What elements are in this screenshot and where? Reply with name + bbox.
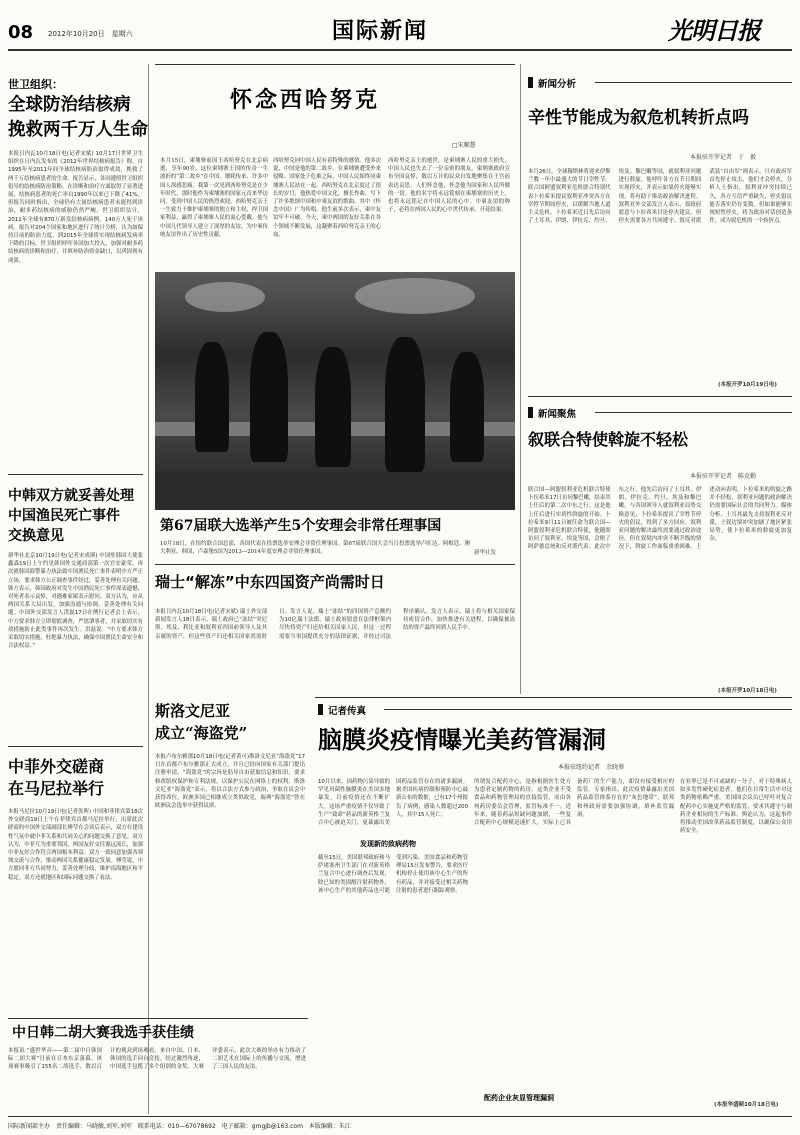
news-focus-byline: 本报驻开罗记者 陈克勤 [690,473,757,480]
article-body: 本报马尼拉10月19日电(记者张晖) 中国和菲律宾第18次外交磋商19日上午在菲律宾首都马尼拉举行。出席此次磋商的中国外交部副部长傅莹在会谈后表示，双方在建设性气氛中就中菲关系和共同关心的问题交换了意见。双方认为，中菲互为重要邻国，两国友好交往源远流长，加强中菲友好合作符合两国根本利益。双方一致同意加强各领域交流与合作，推动两国关系健康稳定发展。傅莹说，中方愿同菲方共同努力，妥善处理分歧，维护南海地区和平稳定。双方还就地区和国际问题交换了看法。 [8,809,143,881]
commentary-headline: 怀念西哈努克 [230,87,381,113]
reporter-body-col1: 10月以来，因药物污染导致的罕见真菌性脑膜炎在美国多地暴发，目前疫情还在不断扩大。这场严重疫情不仅导致了生产“致命”药品的新英格兰复合中心被迫关门，更暴露出美国药品监管存在的诸多漏洞。据美国疾病控制和预防中心最新公布的数据，已有17个州报告了病例，感染人数超过200人，其中15人死亡。 [318,779,468,827]
photo-desk [155,472,515,510]
section-title: 国际新闻 [332,19,429,44]
news-analysis-headline: 辛性节能成为叙危机转折点吗 [528,108,749,128]
reporter-body-col3: 所谓复合配药中心，是指根据医生处方为患者定制药物的药房。这类企业不受食品和药物管理局的直接监管，而由各州药房委员会管理，监管标准不一。近年来，随着药品短缺问题加剧，一些复合配药中心规模迅速扩大，实际上已具备药厂的生产能力，却没有接受相应的监管。专家指出，此次疫情暴露出美国药品监管体系存在的“灰色地带”，联邦和州政府需要加强协调，填补监管漏洞。 [474,779,674,827]
article-headline: 斯洛文尼亚 [155,702,231,720]
erhu-headline: 中日韩二胡大赛我选手获佳绩 [12,1025,194,1041]
reporter-headline: 脑膜炎疫情曝光美药管漏洞 [318,726,606,754]
reporter-subhead: 发现新的致病药物 [360,840,416,848]
photo-figure [250,332,288,462]
un-assembly-photo [155,272,515,510]
article-headline: 中菲外交磋商 [8,757,105,776]
article-china-philippines [8,758,143,1008]
reporter-subhead: 配药企业灰显管理漏洞 [484,1094,554,1102]
page-number: 08 [8,22,34,43]
article-body: 本报卢布尔雅那10月18日电(记者黄可)斯洛文尼亚“海盗党”17日在首都卢布尔雅那正式成立，并且已经向国家有关部门提出注册申请。“海盗党”的宗旨是倡导自由获取信息和知识，要求修改版权保护和专利法规，以保护公民在网络上的权利。斯洛文尼亚“海盗党”表示，将以合法方式参与政治，争取在议会中获得席位。欧洲多国已相继成立类似政党，瑞典“海盗党”曾在欧洲议会选举中获得议席。 [155,754,305,810]
article-headline: 中国渔民死亡事件 [8,508,120,524]
photo-caption-headline: 第67届联大选举产生5个安理会非常任理事国 [160,518,442,534]
left-divider-1 [8,474,143,475]
photo-caption-body: 10月18日，在纽约联合国总部，各国代表在投票选举安理会非常任理事国。第67届联合国大会当日投票选举卢旺达、阿根廷、澳大利亚、韩国、卢森堡5国为2013—2014年度安理会非常任理事国。 [160,541,470,556]
reporter-byline: 本报驻纽约记者 余晓葵 [558,764,625,771]
reporter-top-rule [315,697,792,698]
tag-block-icon [318,704,323,715]
commentary-author: □宋顺慧 [452,142,476,149]
news-analysis-dateline: (本报开罗10月19日电) [718,382,777,388]
article-headline: 成立“海盗党” [155,724,248,742]
swiss-body: 本报日内瓦10月18日电(记者宋斌) 瑞士外交部新闻发言人18日表示，瑞士政府已“冻结”突尼斯、埃及、利比亚和叙利亚四国前领导人及其亲属的资产，但这些资产归还相关国家尚需时日。发言人说，瑞士“冻结”的四国资产总额约为10亿瑞士法郎，瑞士政府愿意在法律框架内尽快将资产归还给相关国家人民，但这一过程需要当事国提供充分的法律证据，并经过司法程序确认。发言人表示，瑞士将与相关国家保持密切合作，加快推进有关进程，以确保被冻结的资产最终回到人民手中。 [155,609,515,640]
photo-figure [195,342,229,452]
reporter-tag [318,703,366,716]
news-analysis-body: 本月26日，全球穆斯林将迎来伊斯兰教一年中最盛大的节日宰牲节。联合国阿盟叙利亚危机联合特别代表卜拉希米提议叙利亚冲突各方在宰牲节期间停火，以缓解当地人道主义危机。卜拉希米近日先后访问了土耳其、伊朗、伊拉克、约旦、埃及、黎巴嫩等国，就叙利亚问题进行斡旋。他呼吁各方在节日期间实现停火，并表示如果停火能够实现，将有助于推动政治解决进程。叙利亚外交部发言人表示，叙政府愿意与卜拉希米讨论停火建议，但停火需要各方共同遵守。叙反对派武装“自由军”则表示，只有政府军首先停止攻击，他们才会停火。分析人士指出，叙利亚冲突持续已久，各方互信严重缺失，停火倡议能否落实仍存变数。但如果能够实现短暂停火，将为政治对话创造条件，成为叙危机的一个转折点。 [528,169,792,225]
article-china-rok [8,488,143,738]
photo-figure [450,352,484,462]
reporter-body-col2: 截至15日，美国联邦政府和马萨诸塞州卫生部门在对新英格兰复合中心进行调查后发现，除已知的类固醇注射药物外，该中心生产的其他药品也可能受到污染。美国食品和药物管理局15日发布警告，要求医疗机构停止使用该中心生产的所有药品，并对接受过相关药物注射的患者进行跟踪观察。 [318,855,468,894]
issue-date: 2012年10月20日 星期六 [48,30,133,38]
footer-credits: 国际新闻部主办 责任编辑：马晓敏,刘军,刘军 联系电话：010—67078692 电子邮箱：gmgjb@163.com 本版编辑：朱江 [8,1123,351,1130]
left-divider-2 [8,746,143,747]
masthead [0,0,800,56]
tag-block-icon [528,407,533,418]
photo-figure [385,337,425,472]
commentary-top-rule [155,64,515,65]
footer-rule [8,1116,792,1117]
tag-label: 记者传真 [328,705,367,717]
news-focus-headline: 叙联合特使斡旋不轻松 [528,430,689,449]
news-focus-tag [528,406,576,419]
commentary-body-col3: 西哈努克亲王的逝世，是柬埔寨人民的重大损失，中国人民也失去了一位亲密的朋友。柬埔寨政府宣布全国哀悼，数以万计的民众自发地聚集在王宫前表达哀思。人们怀念他，怀念他为国家和人民所做的一切。他的名字将永远铭刻在柬埔寨的历史上，也将永远铭记在中国人民的心中。中柬友谊的种子，必将在两国人民的心中世代传承、开花结果。 [388,158,510,214]
article-headline: 在马尼拉举行 [8,779,105,798]
article-headline: 交换意见 [8,528,64,544]
photo-light [185,282,265,312]
commentary-body-col1: 本月15日，柬埔寨前国王西哈努克在北京病逝，享年90岁。这位柬埔寨王国的传奇一生波折的“第二故乡”在中国。噩耗传来，许多中国人深感悲痛。我第一次见到西哈努克是在少年时代，那时他作为柬埔寨的国家元首来华访问，受到中国人民的热烈欢迎。西哈努克亲王一生致力于维护柬埔寨的独立和主权，捍卫国家利益，赢得了柬埔寨人民的衷心爱戴。他与中国几代领导人建立了深厚的友谊，为中柬传统友谊作出了历史性贡献。 [160,158,268,238]
article-slovenia [155,703,307,1033]
news-analysis-byline: 本报驻开罗记者 于 毅 [690,154,757,161]
tag-label: 新闻聚焦 [538,408,577,420]
swiss-top-rule [155,564,515,565]
reporter-body-col4: 在业界已是不可或缺的一分子。对于特殊病人如多发性硬化症患者，他们在日常生活中对这类药物依赖严重。美国国会议员已呼吁对复合配药中心实施更严格的监管，要求其遵守与制药企业相同的生产标准。舆论认为，这起事件将推动美国改革药品监管制度，以确保公众用药安全。 [680,779,792,835]
erhu-top-rule [8,1018,308,1019]
news-focus-dateline: (本报开罗10月18日电) [718,688,777,694]
article-kicker: 世卫组织： [8,78,63,91]
article-tb-report [8,78,148,468]
reporter-tag-rule [384,709,792,710]
left-column-divider [148,64,149,1114]
right-column-divider [520,64,521,694]
photo-light [355,278,475,314]
tag-label: 新闻分析 [538,78,577,90]
news-focus-top-rule [528,396,792,397]
news-focus-body: 联合国—阿盟叙利亚危机联合特使卜拉希米17日访问黎巴嫩，结束其上任后的第二次中东之行。这是他上任后进行实质性斡旋的开始。卜拉希米9月11日被任命为联合国—阿盟叙利亚危机联合特使，他随即访问了叙利亚、埃及等国，会晤了阿萨德总统和反对派代表。此次中东之行，他先后访问了土耳其、伊朗、伊拉克、约旦、埃及和黎巴嫩，与各国领导人就叙利亚局势交换意见。卜拉希米提出了宰牲节停火的倡议，得到了多方回应。叙利亚问题的解决最终需要通过政治途径，但在叙境内冲突不断升级的情况下，斡旋工作面临重重困难。上述动向表明，卜拉希米的斡旋之路并不轻松，叙利亚问题的政治解决仍需要国际社会的共同努力。媒体分析，土耳其最先支持叙利亚反对派，土叙边境冲突加剧了地区紧张局势，使卜拉希米的斡旋更加复杂。 [528,487,792,551]
news-focus-tag-rule [595,412,792,413]
article-headline: 全球防治结核病 [8,95,131,115]
article-headline: 挽救两千万人生命 [8,120,148,140]
swiss-headline: 瑞士“解冻”中东四国资产尚需时日 [155,573,385,591]
article-body: 本报日内瓦10月18日电(记者宋斌) 10月17日世界卫生组织在日内瓦发布的《2012年世界结核病报告》称，自1995年至2011年间全球结核病防治取得成效，挽救了两千万结核病患者的生命。报告显示，各国遵照世卫组织倡导的结核病防治策略，在诊断和治疗方面取得了显著进展。结核病患者的死亡率自1990年以来已下降了41%。但报告同时指出，全球仍有大量结核病患者未能得到诊治，耐多药结核病的威胁仍然严峻。世卫组织估计，2011年全球有870万新发结核病病例，140万人死于该病。报告对204个国家和地区进行了统计分析，认为如保持目前的防治力度，到2015年全球将实现结核病发病率下降的目标。世卫组织呼吁各国加大投入，加强对耐多药结核病的诊断和治疗，并填补防治资金缺口，以巩固现有成果。 [8,151,143,264]
photo-figure [315,347,351,467]
masthead-rule [8,49,792,51]
commentary-body-col2: 西哈努克同中国人民有着特殊的感情。他多次说，中国是他的第二故乡。在柬埔寨遭受外来侵略、国家处于危难之际，中国人民始终同柬埔寨人民站在一起。西哈努克在北京度过了很长的岁月，他热爱中国文化，擅长作曲，写下了许多歌颂中国和中柬友谊的歌曲，其中《怀念中国》广为传唱。他生前多次表示，柬中友谊牢不可破。今天，柬中两国的友好关系在各个领域不断发展，这凝聚着西哈努克亲王的心血。 [273,158,381,238]
tag-block-icon [528,77,533,88]
news-analysis-tag [528,76,576,89]
photo-credit: 新华社发 [474,550,497,556]
article-headline: 中韩双方就妥善处理 [8,488,134,504]
news-analysis-tag-rule [595,82,792,83]
newspaper-logo: 光明日报 [668,16,760,45]
erhu-body: 本报讯 “盛世华音——第二届中日韩国际二胡大赛”日前在日本东京落幕。该项赛事吸引了155名二胡选手，数以百计的观众到场观看。来自中国、日本、韩国的选手同台竞技。经过激烈角逐，中国选手包揽了多个组别的金奖。大赛评委表示，此次大赛的举办有力推动了二胡艺术在国际上的传播与交流，增进了三国人民的友谊。 [8,1048,306,1071]
reporter-dateline: (本报华盛顿10月18日电) [714,1102,779,1108]
article-body: 新华社北京10月19日电(记者宋成瑛) 中国驻韩国大使张鑫森19日上午约见韩国外交通商部第一次官安豪荣，再次就韩国海警暴力执法致中国渔民死亡事件表明中方严正立场，要求韩方公正调查事件经过，妥善处理有关问题。韩方表示，韩国政府对发生中国渔民死亡事件深表遗憾，对死者表示哀悼，对遇难家属表示慰问。双方认为，应从两国关系大局出发，加强沟通与协调，妥善处理有关问题。中国外交部发言人洪磊17日在例行记者会上表示，中方要求韩方立即彻底调查，严惩肇事者，并采取切实有效措施防止此类事件再次发生。洪磊说：“中方要求韩方采取切实措施，杜绝暴力执法，确保中国渔民生命安全和合法权益。” [8,553,143,650]
